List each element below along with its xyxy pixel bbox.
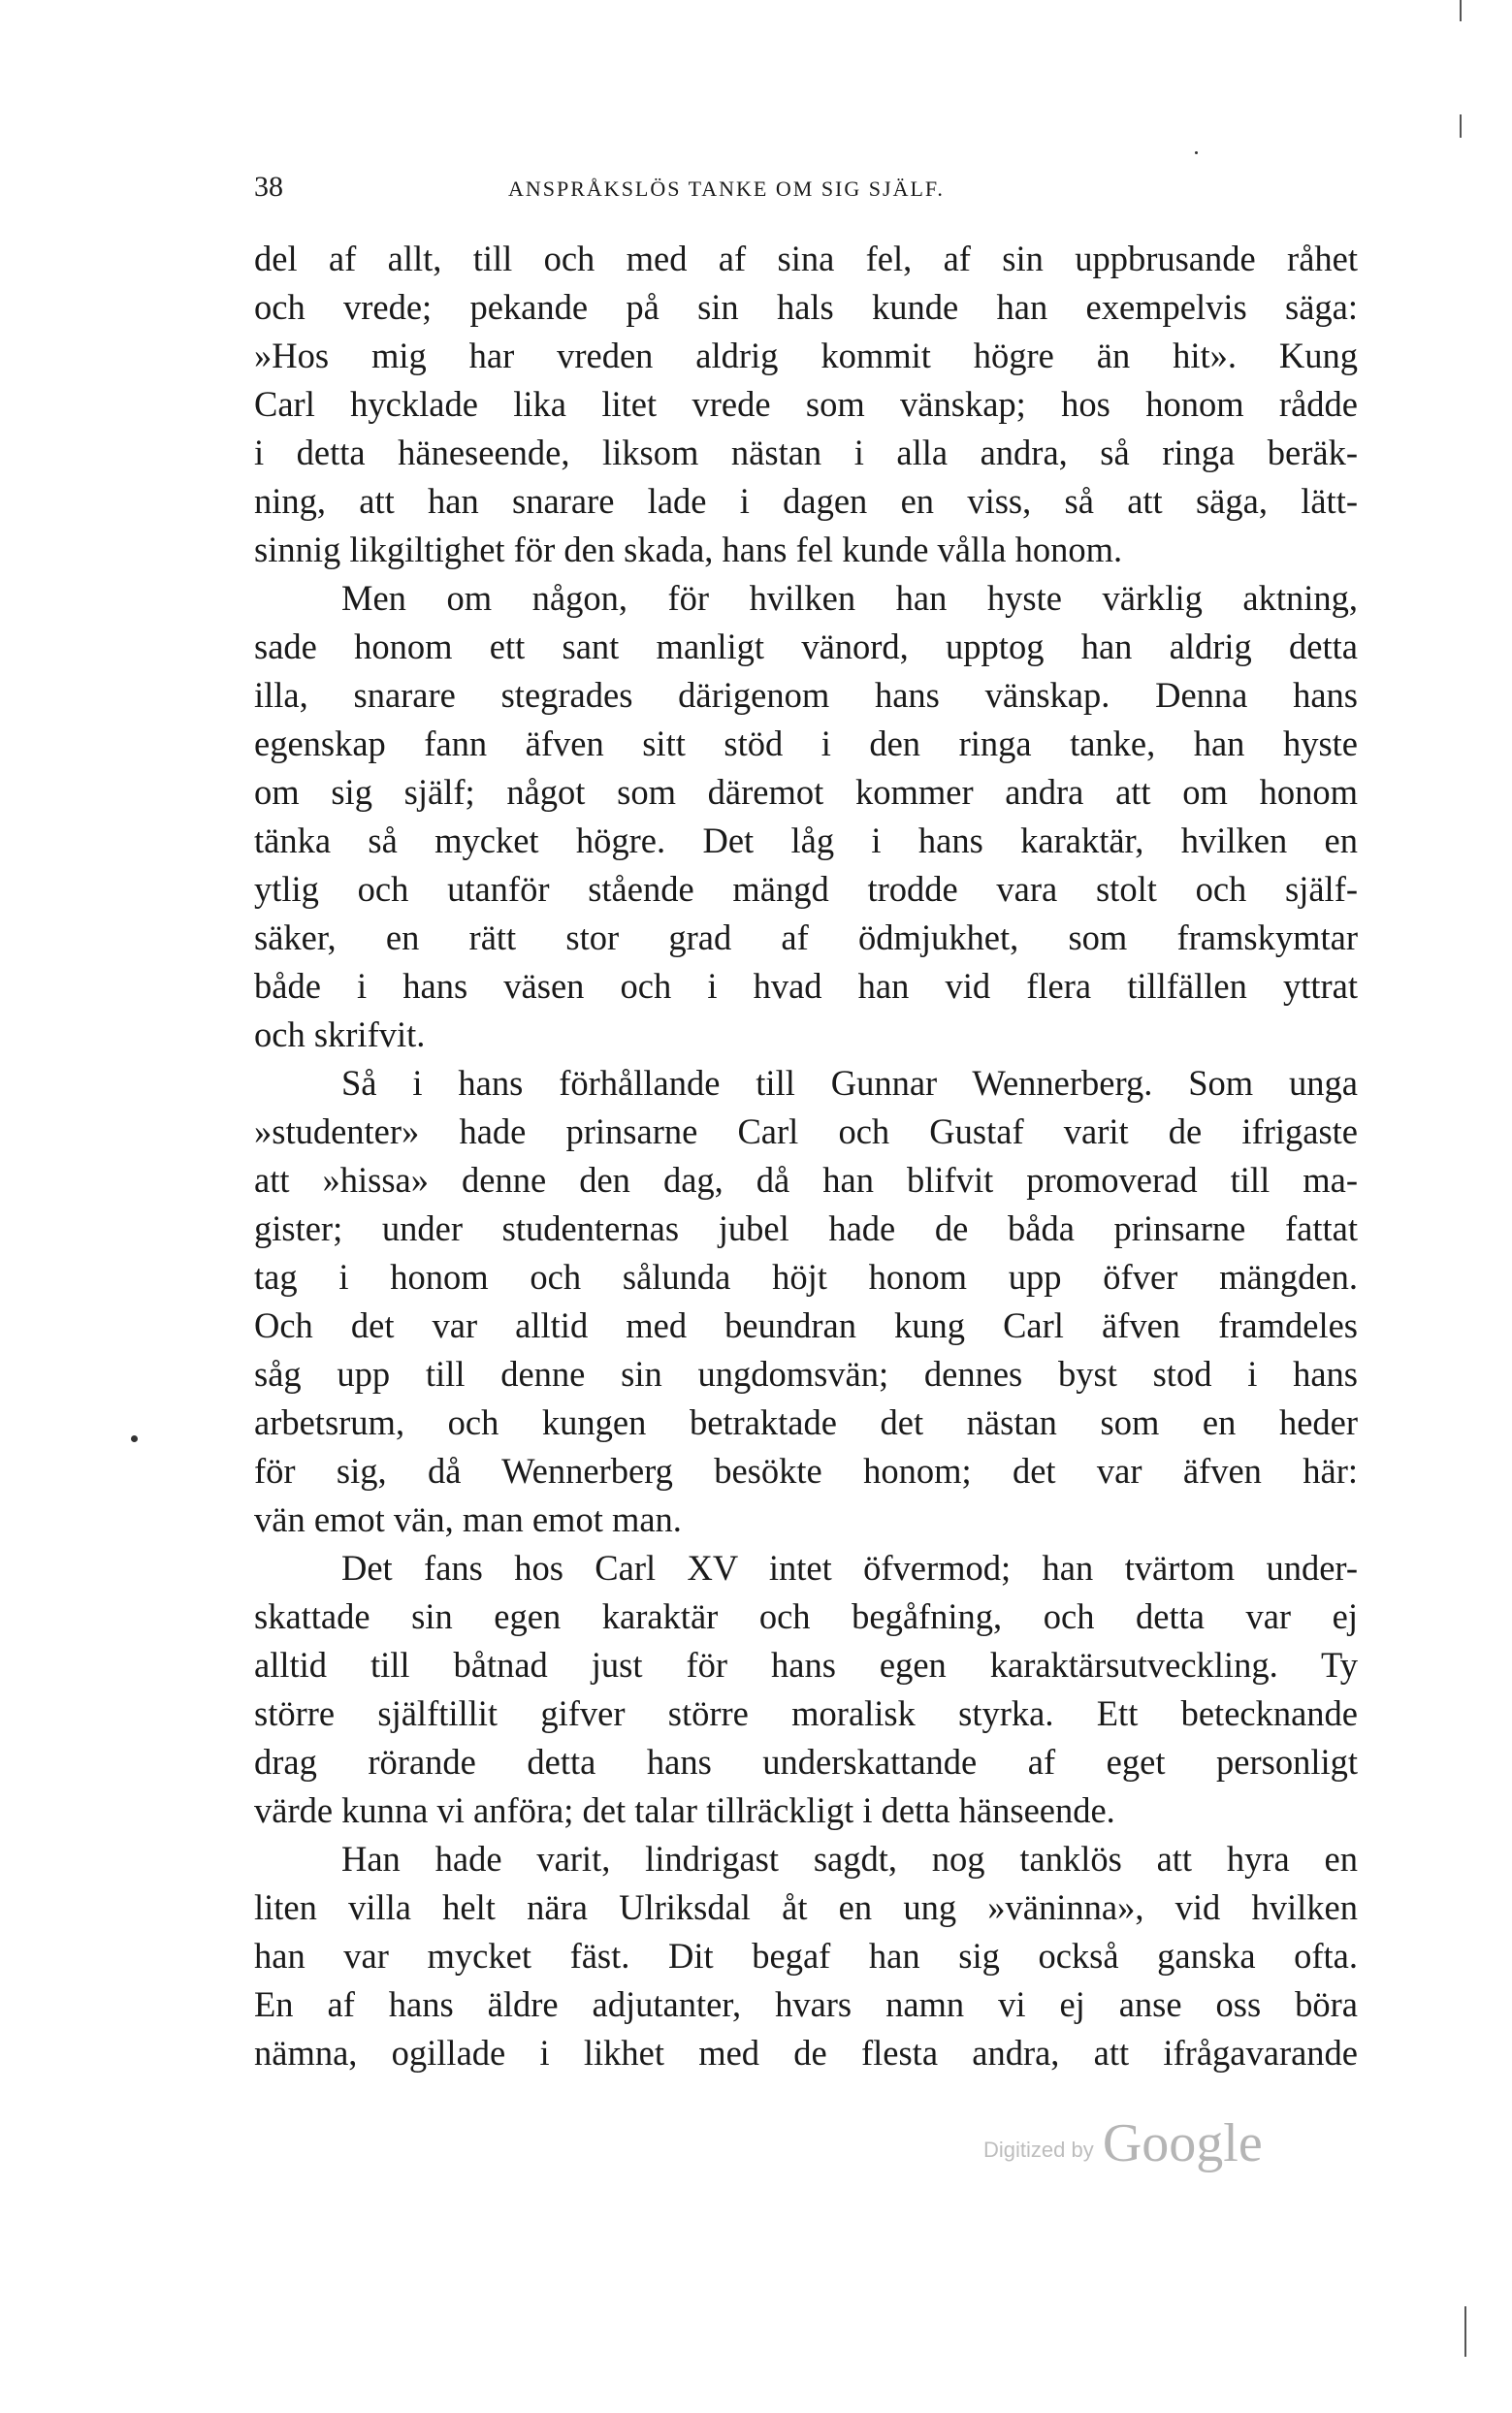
text-line: Carl hycklade lika litet vrede som vänskap; hos honom rådde: [254, 384, 1358, 424]
text-line: Men om någon, för hvilken han hyste värklig aktning,: [341, 578, 1358, 618]
scan-edge-mark: [1460, 0, 1462, 21]
scan-speck: [131, 1435, 138, 1442]
text-line: han var mycket fäst. Dit begaf han sig också ganska ofta.: [254, 1936, 1358, 1976]
text-line: alltid till båtnad just för hans egen karaktärsutveckling. Ty: [254, 1645, 1358, 1685]
body-text: [254, 235, 1358, 2077]
text-line: Så i hans förhållande till Gunnar Wennerberg. Som unga: [341, 1063, 1358, 1103]
watermark-prefix: Digitized by: [983, 2138, 1094, 2162]
text-line: egenskap fann äfven sitt stöd i den ringa tanke, han hyste: [254, 724, 1358, 763]
text-line: skattade sin egen karaktär och begåfning, och detta var ej: [254, 1596, 1358, 1636]
text-line: nämna, ogillade i likhet med de flesta andra, att ifrågavarande: [254, 2033, 1358, 2073]
text-line: »Hos mig har vreden aldrig kommit högre än hit». Kung: [254, 336, 1358, 375]
text-line: gister; under studenternas jubel hade de båda prinsarne fattat: [254, 1208, 1358, 1248]
text-line: i detta häneseende, liksom nästan i alla andra, så ringa beräk-: [254, 433, 1358, 472]
text-line: och skrifvit.: [254, 1014, 426, 1054]
page-number: 38: [254, 171, 283, 203]
scan-speck: [1195, 151, 1198, 154]
text-line: arbetsrum, och kungen betraktade det nästan som en heder: [254, 1402, 1358, 1442]
text-line: större själftillit gifver större moralisk styrka. Ett betecknande: [254, 1693, 1358, 1733]
text-line: sade honom ett sant manligt vänord, upptog han aldrig detta: [254, 627, 1358, 666]
text-line: »studenter» hade prinsarne Carl och Gustaf varit de ifrigaste: [254, 1111, 1358, 1151]
text-line: tag i honom och sålunda höjt honom upp öfver mängden.: [254, 1257, 1358, 1297]
text-line: illa, snarare stegrades därigenom hans vänskap. Denna hans: [254, 675, 1358, 715]
text-line: ning, att han snarare lade i dagen en viss, så att säga, lätt-: [254, 481, 1358, 521]
text-line: att »hissa» denne den dag, då han blifvit promoverad till ma-: [254, 1160, 1358, 1200]
text-line: vän emot vän, man emot man.: [254, 1499, 682, 1539]
text-line: drag rörande detta hans underskattande af eget personligt: [254, 1742, 1358, 1782]
text-line: En af hans äldre adjutanter, hvars namn vi ej anse oss böra: [254, 1984, 1358, 2024]
scan-edge-mark: [1464, 2306, 1466, 2357]
text-line: del af allt, till och med af sina fel, af sin uppbrusande råhet: [254, 239, 1358, 278]
text-line: tänka så mycket högre. Det låg i hans karaktär, hvilken en: [254, 820, 1358, 860]
text-line: värde kunna vi anföra; det talar tillräckligt i detta hänseende.: [254, 1790, 1115, 1830]
text-line: Det fans hos Carl XV intet öfvermod; han tvärtom under-: [341, 1548, 1358, 1588]
text-line: liten villa helt nära Ulriksdal åt en ung »väninna», vid hvilken: [254, 1887, 1358, 1927]
text-line: ytlig och utanför stående mängd trodde vara stolt och själf-: [254, 869, 1358, 909]
text-line: både i hans väsen och i hvad han vid flera tillfällen yttrat: [254, 966, 1358, 1006]
page-header: [254, 167, 1358, 209]
digitized-watermark: [983, 2112, 1263, 2180]
text-line: och vrede; pekande på sin hals kunde han exempelvis säga:: [254, 287, 1358, 327]
text-line: för sig, då Wennerberg besökte honom; det var äfven här:: [254, 1451, 1358, 1491]
text-line: Han hade varit, lindrigast sagdt, nog tanklös att hyra en: [341, 1839, 1358, 1879]
text-line: Och det var alltid med beundran kung Carl äfven framdeles: [254, 1305, 1358, 1345]
text-line: säker, en rätt stor grad af ödmjukhet, som framskymtar: [254, 917, 1358, 957]
scan-edge-mark: [1460, 114, 1462, 138]
google-logo: Google: [1102, 2113, 1263, 2173]
text-line: om sig själf; något som däremot kommer andra att om honom: [254, 772, 1358, 812]
running-head: ANSPRÅKSLÖS TANKE OM SIG SJÄLF.: [508, 177, 945, 201]
text-line: sinnig likgiltighet för den skada, hans fel kunde vålla honom.: [254, 530, 1123, 569]
text-line: såg upp till denne sin ungdomsvän; dennes byst stod i hans: [254, 1354, 1358, 1394]
